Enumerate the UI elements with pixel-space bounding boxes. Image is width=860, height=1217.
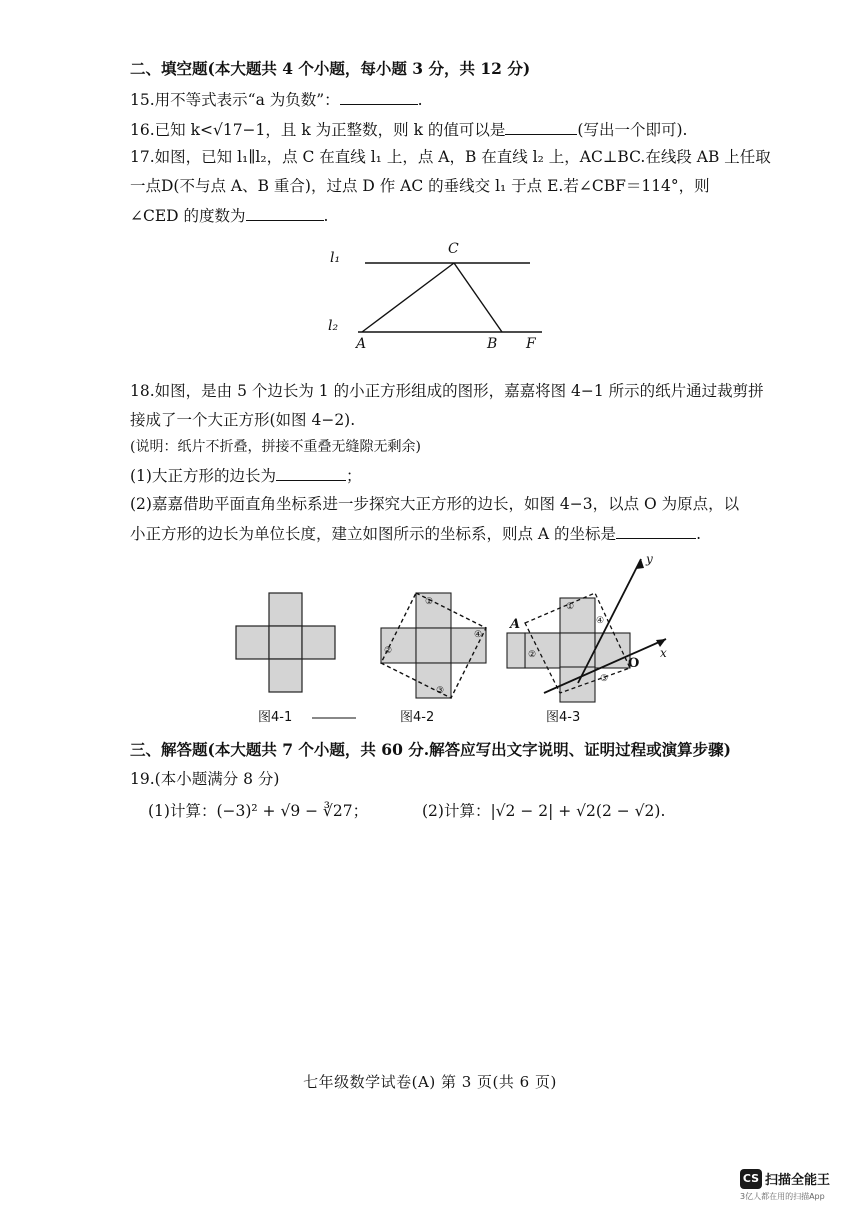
camscanner-logo: CS [740, 1169, 762, 1189]
answer-blank-18-2 [616, 522, 696, 539]
fig3-piece-label-2: ② [528, 650, 537, 660]
question-18-part-2-line-2: 小正方形的边长为单位长度，建立如图所示的坐标系，则点 A 的坐标是 . [130, 522, 701, 545]
question-17-line-2: 一点D(不与点 A、B 重合)，过点 D 作 AC 的垂线交 l₁ 于点 E.若∠CBF＝114°，则 [130, 177, 710, 195]
label-l2: l₂ [328, 318, 339, 334]
segment-ac [362, 263, 454, 332]
label-x: x [660, 646, 667, 660]
fig3-piece-label-3: ③ [600, 674, 609, 684]
label-a: A [356, 336, 367, 352]
answer-blank-17 [246, 204, 324, 221]
section-3-title: 三、解答题(本大题共 7 个小题，共 60 分.解答应写出文字说明、证明过程或演算步骤) [130, 740, 732, 759]
label-o: O [628, 656, 640, 671]
scanner-watermark [740, 1168, 852, 1202]
figure-4-1 [236, 593, 336, 693]
page-footer: 七年级数学试卷(A) 第 3 页(共 6 页) [303, 1073, 557, 1091]
label-l1: l₁ [330, 250, 341, 266]
caption-fig-4-2: 图4-2 [400, 710, 435, 725]
label-c: C [448, 241, 459, 257]
label-b: B [487, 336, 498, 352]
answer-blank-18-1 [276, 464, 346, 481]
question-18-part-1: (1)大正方形的边长为 ； [130, 464, 361, 487]
question-19-part-2: (2)计算：|√2 − 2| + √2(2 − √2). [422, 802, 666, 820]
question-15: 15.用不等式表示“a 为负数”： . [130, 88, 423, 111]
fig3-piece-label-1: ① [566, 602, 575, 612]
piece-label-1: ① [425, 597, 434, 607]
figure-4-2 [381, 593, 486, 698]
segment-bc [454, 263, 502, 332]
question-18-line-1: 18.如图，是由 5 个边长为 1 的小正方形组成的图形，嘉嘉将图 4−1 所示的纸片通过裁剪拼 [130, 382, 764, 400]
figure-4-3 [508, 553, 678, 703]
fig3-piece-label-4: ④ [596, 616, 605, 626]
question-19-part-1: (1)计算：(−3)² + √9 − ∛27； [148, 802, 369, 820]
question-19-header: 19.(本小题满分 8 分) [130, 770, 280, 788]
label-y: y [646, 552, 653, 566]
piece-label-3: ③ [436, 686, 445, 696]
answer-blank-16 [505, 118, 577, 135]
question-18-note: (说明：纸片不折叠，拼接不重叠无缝隙无剩余) [130, 439, 421, 455]
label-point-a: A [510, 617, 521, 632]
q17-figure [320, 232, 560, 352]
answer-blank-15 [340, 88, 418, 105]
figure-captions [250, 706, 630, 726]
watermark-tagline: 3亿人都在用的扫描App [740, 1191, 825, 1201]
section-2-title: 二、填空题(本大题共 4 个小题，每小题 3 分，共 12 分) [130, 59, 531, 78]
caption-fig-4-3: 图4-3 [546, 710, 581, 725]
question-18-line-2: 接成了一个大正方形(如图 4−2). [130, 411, 356, 429]
piece-label-4: ④ [474, 630, 483, 640]
question-17-line-1: 17.如图，已知 l₁∥l₂，点 C 在直线 l₁ 上，点 A，B 在直线 l₂ 上，AC⊥BC.在线段 AB 上任取 [130, 148, 771, 166]
caption-fig-4-1: 图4-1 [258, 710, 293, 725]
question-17-line-3: ∠CED 的度数为 . [130, 204, 328, 227]
question-18-part-2-line-1: (2)嘉嘉借助平面直角坐标系进一步探究大正方形的边长，如图 4−3，以点 O 为原点，以 [130, 495, 740, 513]
question-16: 16.已知 k<√17−1，且 k 为正整数，则 k 的值可以是 (写出一个即可). [130, 118, 687, 141]
piece-label-2: ② [384, 646, 393, 656]
watermark-app-name: 扫描全能王 [765, 1173, 831, 1188]
label-f: F [526, 336, 536, 352]
